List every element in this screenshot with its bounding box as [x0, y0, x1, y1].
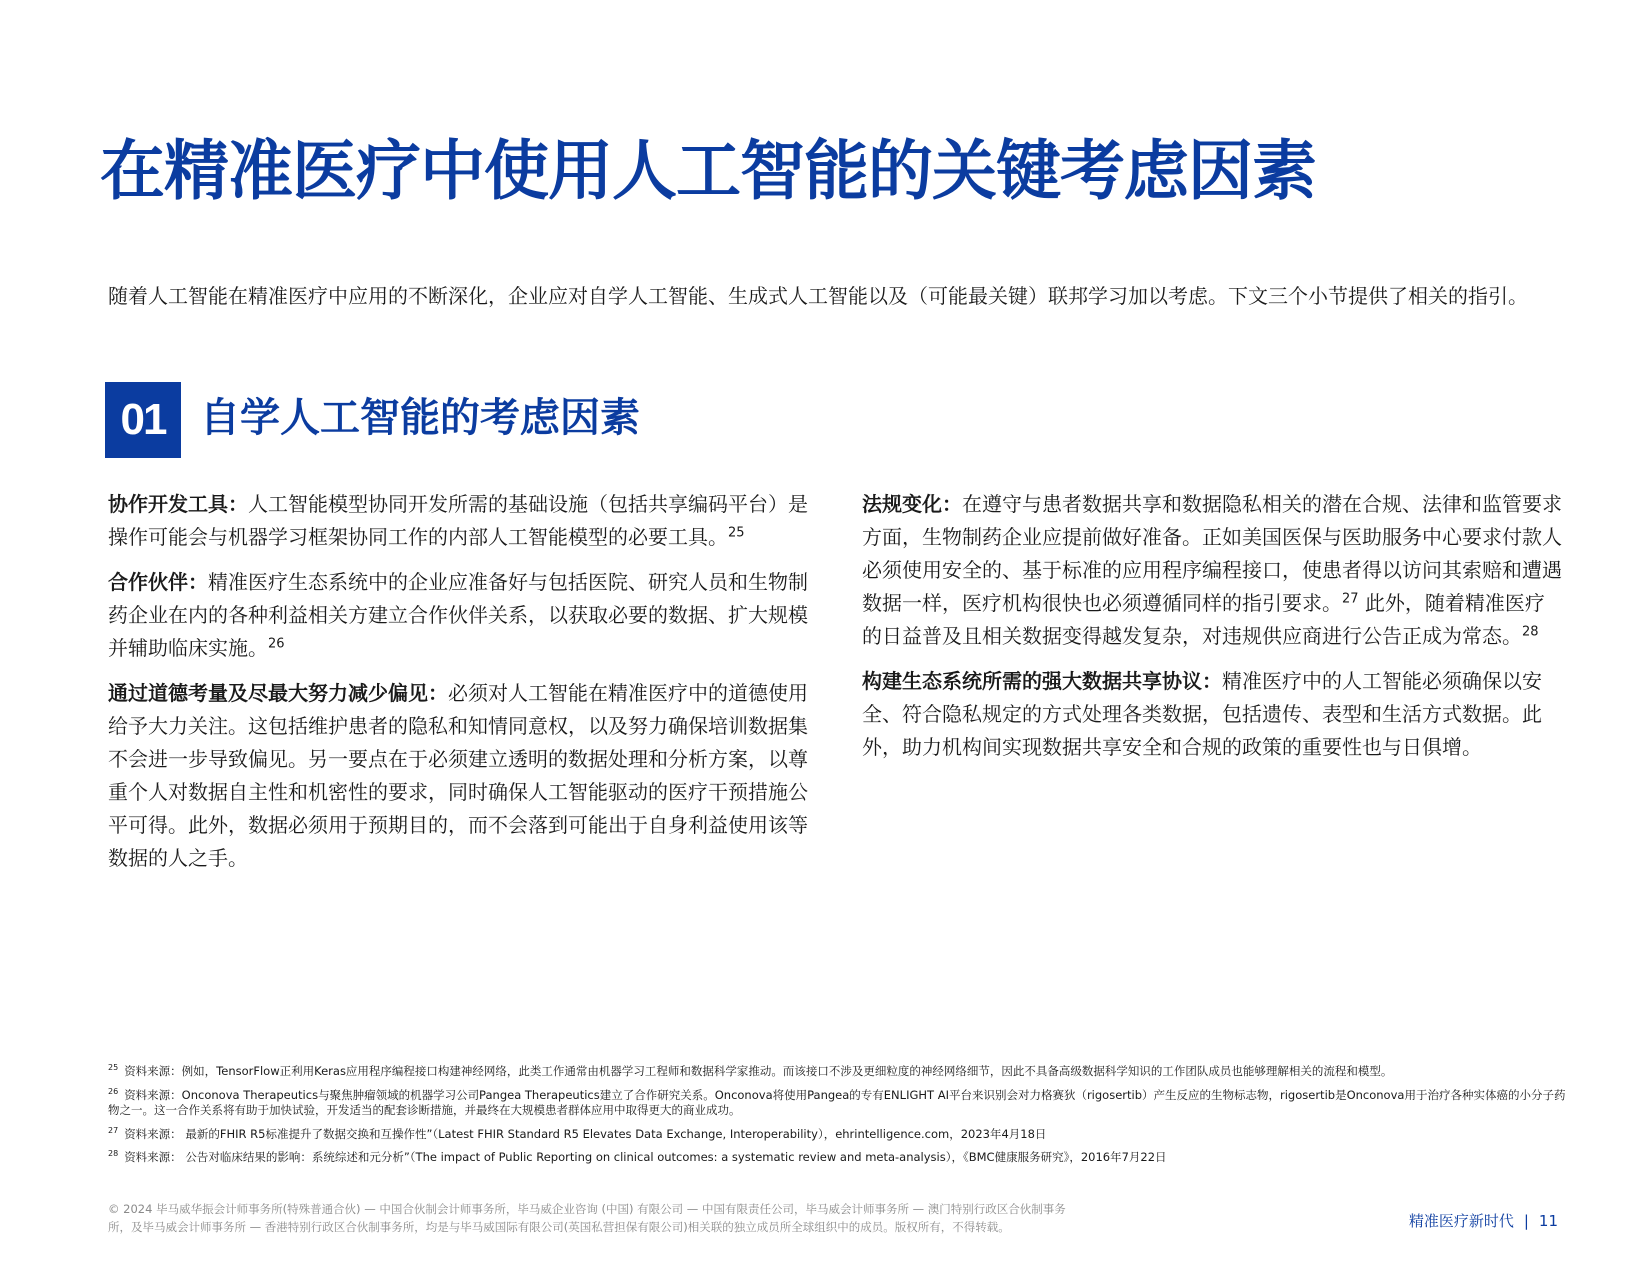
- paragraph-body: 必须对人工智能在精准医疗中的道德使用给予大力关注。这包括维护患者的隐私和知情同意权，以及努力确保培训数据集不会进一步导致偏见。另一要点在于必须建立透明的数据处理和分析方案，以尊重个人对数据自主性和机密性的要求，同时确保人工智能驱动的医疗干预措施公平可得。此外，数据必须用于预期目的，而不会落到可能出于自身利益使用该等数据的人之手。: [108, 681, 808, 870]
- publication-title: 精准医疗新时代: [1408, 1212, 1514, 1230]
- intro-paragraph: 随着人工智能在精准医疗中应用的不断深化，企业应对自学人工智能、生成式人工智能以及（可能最关键）联邦学习加以考虑。下文三个小节提供了相关的指引。: [108, 284, 1528, 308]
- footnote-number: 27: [108, 1125, 119, 1135]
- paragraph-lead: 合作伙伴：: [108, 570, 208, 594]
- paragraph-lead: 构建生态系统所需的强大数据共享协议：: [862, 669, 1222, 693]
- paragraph-lead: 法规变化：: [862, 492, 962, 516]
- footnote-number: 25: [108, 1063, 119, 1072]
- paragraph-body-continued: 此外，随着精准医疗的日益普及且相关数据变得越发复杂，对违规供应商进行公告正成为常态。: [862, 591, 1545, 648]
- footnote-text: 资料来源：Onconova Therapeutics与聚焦肿瘤领域的机器学习公司Pangea Therapeutics建立了合作研究关系。Onconova将使用Pangea的专有ENLIGHT AI平台来识别会对力格赛狄（rigosertib）产生反应的生物标志物，rigosertib是Onconova用于治疗各种实体癌的小分子药物之一。这一合作关系将有助于加快试验，开发适当的配套诊断措施，并最终在大规模患者群体应用中取得更大的商业成功。: [108, 1087, 1566, 1117]
- paragraph-regulatory-changes: [862, 488, 1562, 653]
- copyright-notice: © 2024 毕马威华振会计师事务所(特殊普通合伙) — 中国合伙制会计师事务所，毕马威企业咨询 (中国) 有限公司 — 中国有限责任公司，毕马威会计师事务所 — 澳门特别行政区合伙制事务所，及毕马威会计师事务所 — 香港特别行政区合伙制事务所，均是与毕马威国际有限公司(英国私营担保有限公司)相关联的独立成员所全球组织中的成员。版权所有，不得转载。: [108, 1202, 1066, 1234]
- footer-separator: |: [1523, 1212, 1529, 1230]
- paragraph-lead: 协作开发工具：: [108, 492, 248, 516]
- right-column: [862, 488, 1562, 776]
- footnote-text: 资料来源： 公告对临床结果的影响：系统综述和元分析”（The impact of Public Reporting on clinical outcomes: a systematic review and meta-analysis），《BMC健康服务研究》，2016年7月22日: [124, 1150, 1167, 1165]
- paragraph-ethics-bias: [108, 677, 808, 875]
- paragraph-lead: 通过道德考量及尽最大努力减少偏见：: [108, 681, 448, 705]
- footnote-ref: 25: [728, 525, 745, 541]
- footnote-ref: 28: [1522, 624, 1539, 640]
- footnote-number: 28: [108, 1149, 119, 1159]
- page-title: 在精准医疗中使用人工智能的关键考虑因素: [100, 134, 1317, 209]
- paragraph-body: 在遵守与患者数据共享和数据隐私相关的潜在合规、法律和监管要求方面，生物制药企业应提前做好准备。正如美国医保与医助服务中心要求付款人必须使用安全的、基于标准的应用程序编程接口，使患者得以访问其索赔和遭遇数据一样，医疗机构很快也必须遵循同样的指引要求。: [862, 492, 1562, 615]
- footnotes: [108, 1060, 1568, 1170]
- footnote-item: [108, 1146, 1568, 1165]
- paragraph-partners: [108, 566, 808, 665]
- footnote-ref: 26: [268, 636, 285, 652]
- footnote-item: [108, 1060, 1568, 1079]
- section-title: 自学人工智能的考虑因素: [200, 395, 640, 441]
- paragraph-data-sharing: [862, 665, 1562, 764]
- left-column: [108, 488, 808, 887]
- page-number: 11: [1538, 1212, 1558, 1230]
- footnote-text: 资料来源： 最新的FHIR R5标准提升了数据交换和互操作性”（Latest FHIR Standard R5 Elevates Data Exchange, Interoperability），ehrintelligence.com，2023年4月18日: [124, 1126, 1047, 1141]
- footnote-ref: 27: [1342, 591, 1359, 607]
- page-footer: [1409, 1210, 1558, 1231]
- section-number-badge: 01: [105, 382, 181, 458]
- paragraph-body: 精准医疗中的人工智能必须确保以安全、符合隐私规定的方式处理各类数据，包括遗传、表型和生活方式数据。此外，助力机构间实现数据共享安全和合规的政策的重要性也与日俱增。: [862, 669, 1542, 759]
- footnote-text: 资料来源：例如，TensorFlow正利用Keras应用程序编程接口构建神经网络，此类工作通常由机器学习工程师和数据科学家推动。而该接口不涉及更细粒度的神经网络细节，因此不具备高级数据科学知识的工作团队成员也能够理解相关的流程和模型。: [124, 1063, 1393, 1078]
- footnote-number: 26: [108, 1086, 119, 1096]
- paragraph-body: 精准医疗生态系统中的企业应准备好与包括医院、研究人员和生物制药企业在内的各种利益相关方建立合作伙伴关系，以获取必要的数据、扩大规模并辅助临床实施。: [108, 570, 808, 660]
- paragraph-collaboration-tools: [108, 488, 808, 554]
- paragraph-body: 人工智能模型协同开发所需的基础设施（包括共享编码平台）是操作可能会与机器学习框架协同工作的内部人工智能模型的必要工具。: [108, 492, 808, 549]
- footnote-item: [108, 1123, 1568, 1142]
- footnote-item: [108, 1084, 1568, 1118]
